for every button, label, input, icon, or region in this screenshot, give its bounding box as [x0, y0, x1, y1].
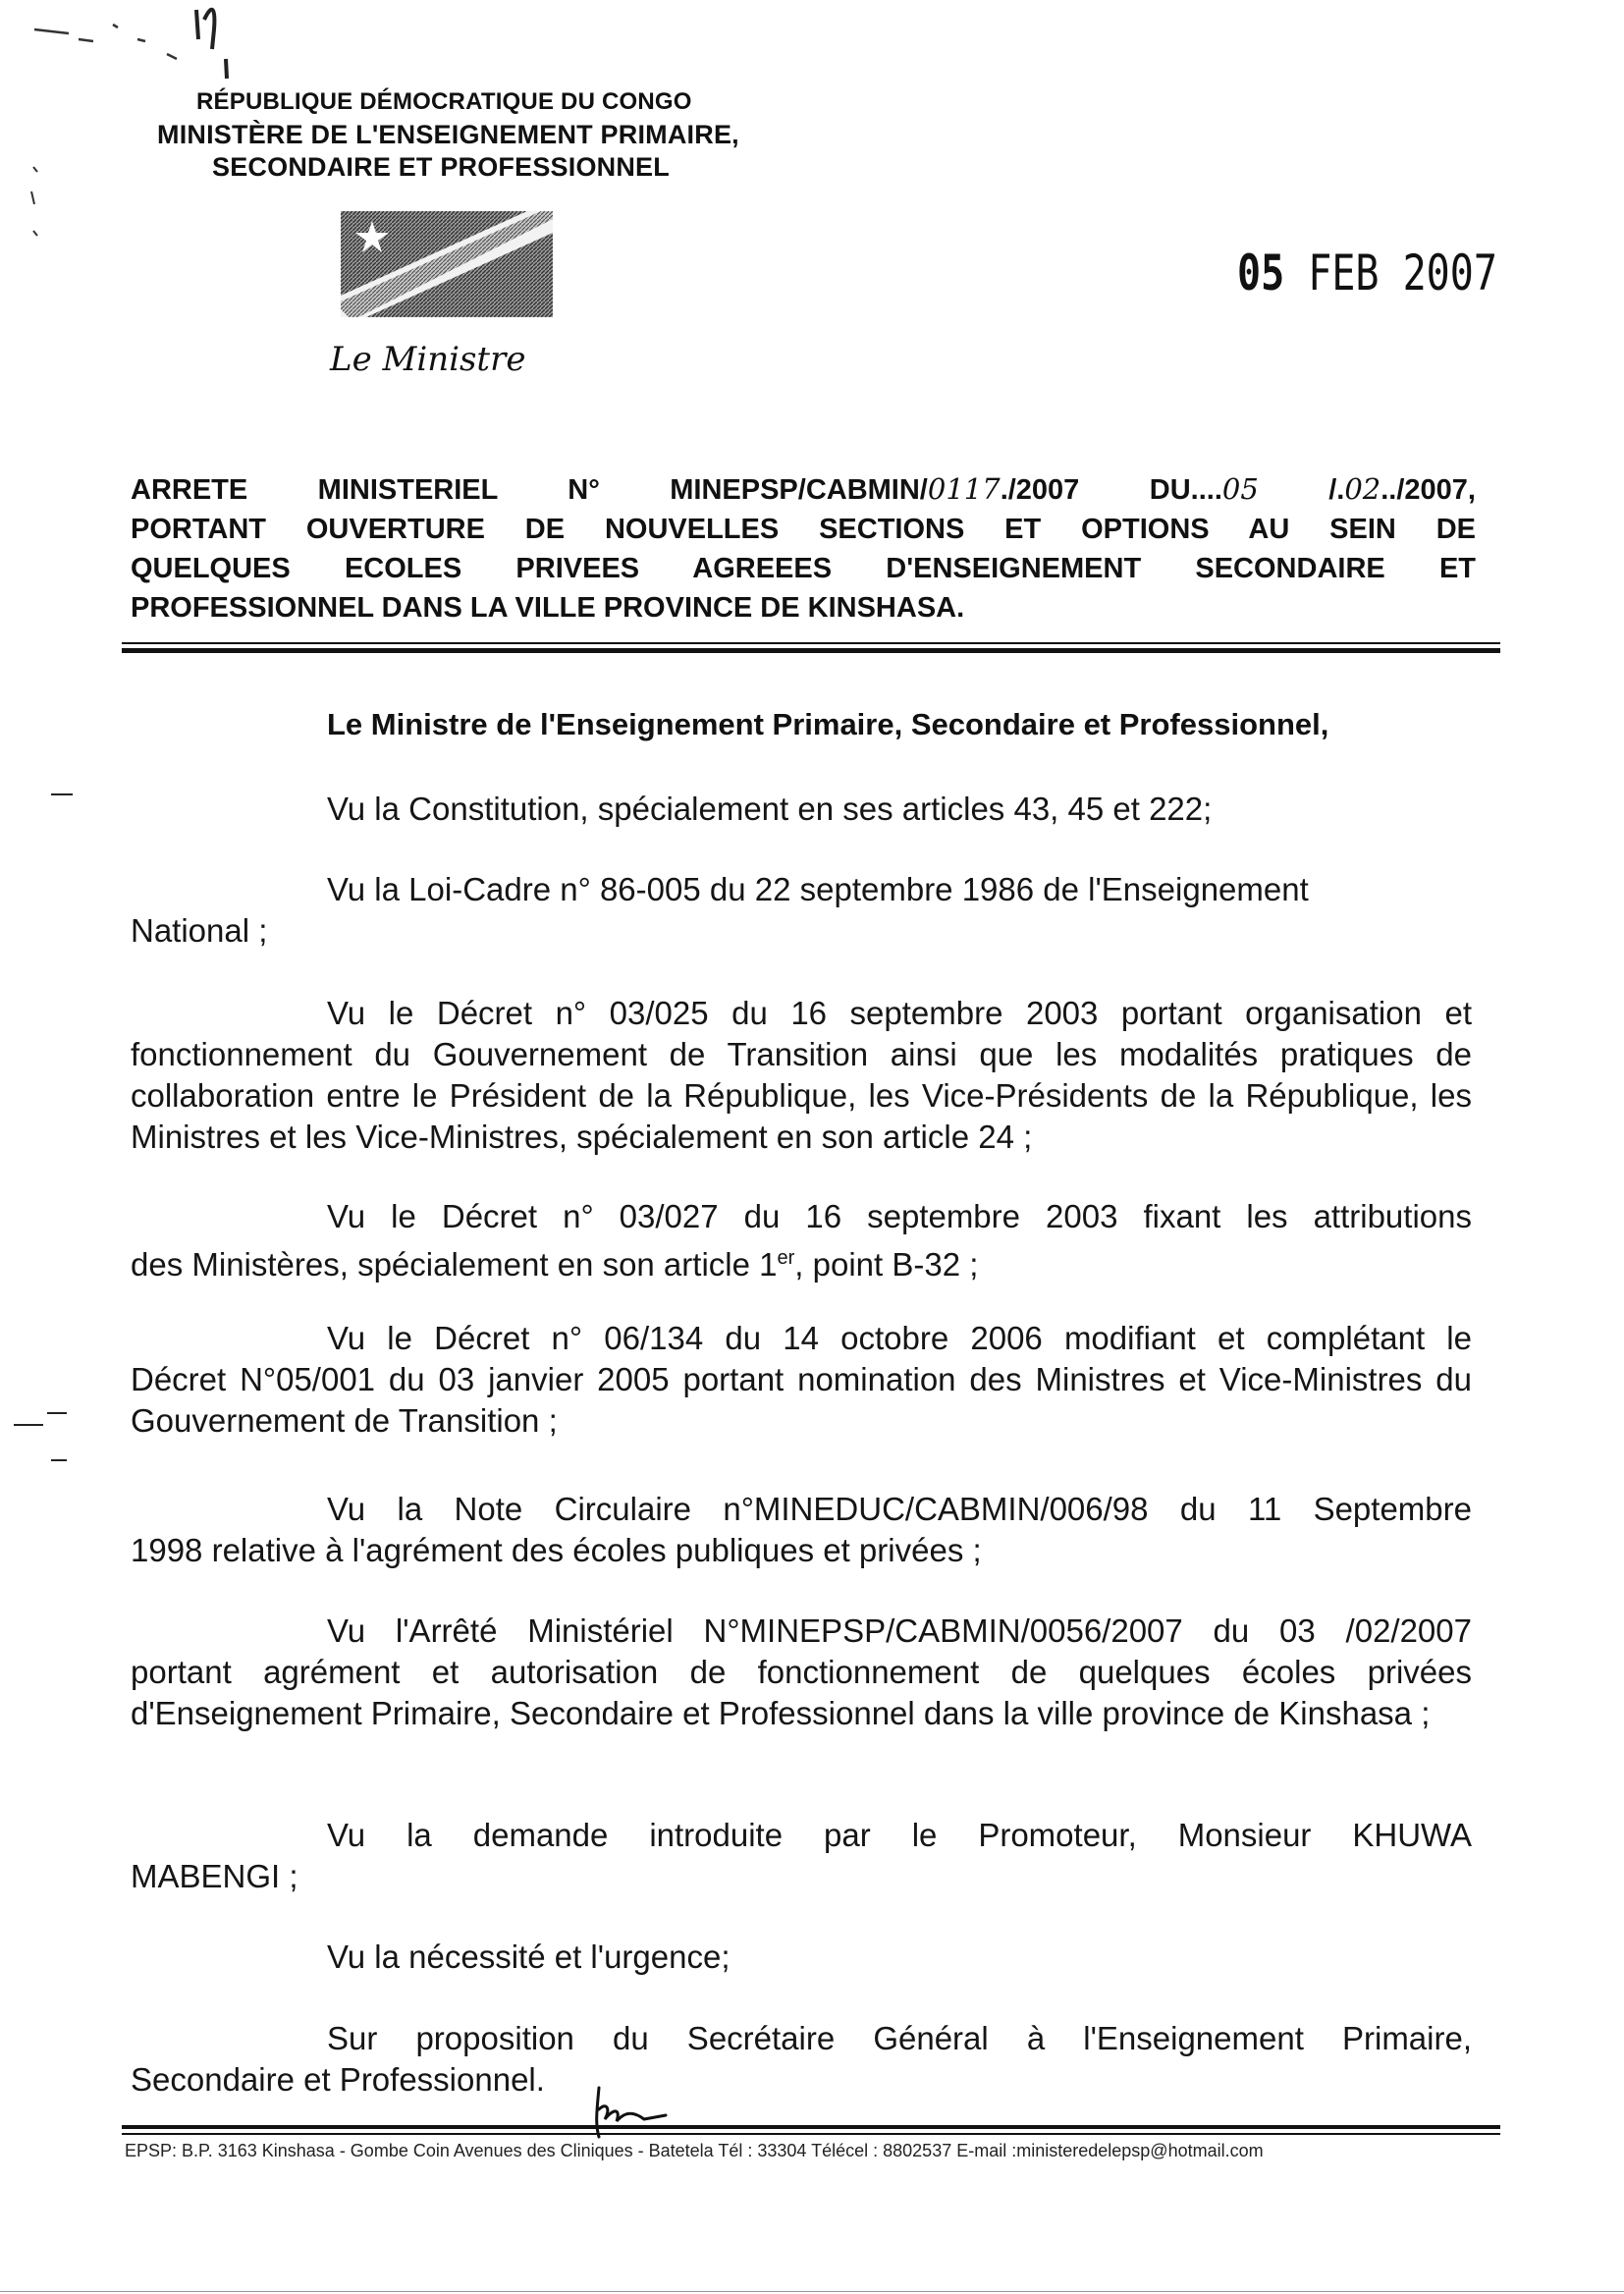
vu-decret-06-134 — [131, 1318, 1472, 1442]
title-rule-thick — [122, 648, 1500, 653]
footer-rule-thick — [122, 2125, 1500, 2129]
vu-loi-cadre: Vu la Loi-Cadre n° 86-005 du 22 septembre 1986 de l'Enseignement — [327, 871, 1309, 907]
header-republic: RÉPUBLIQUE DÉMOCRATIQUE DU CONGO — [196, 88, 692, 115]
vu-note-circulaire — [131, 1489, 1472, 1571]
arrete-year: ./2007 DU.... — [1000, 474, 1222, 506]
arrete-title-line2: PORTANT OUVERTURE DE NOUVELLES SECTIONS ET OPTIONS AU SEIN DE — [131, 514, 1476, 545]
scan-margin-mark — [51, 793, 73, 795]
vu-decret-03-027-rest-a: des Ministères, spécialement en son article 1 — [131, 1246, 778, 1283]
arrete-title-line1 — [131, 469, 1476, 510]
title-rule-thin — [122, 642, 1500, 644]
date-year: ../2007, — [1380, 474, 1476, 506]
sur-proposition-rest: Secondaire et Professionnel. — [131, 2061, 545, 2098]
scan-margin-mark — [51, 1459, 67, 1461]
vu-note-circulaire-first: Vu la Note Circulaire n°MINEDUC/CABMIN/006/98 du 11 Septembre — [327, 1491, 1472, 1527]
vu-demande-rest: MABENGI ; — [131, 1858, 298, 1894]
vu-demande — [131, 1815, 1472, 1897]
footer-contact: EPSP: B.P. 3163 Kinshasa - Gombe Coin Avenues des Cliniques - Batetela Tél : 33304 Télécel : 8802537 E-mail :ministeredelepsp@hotmail.com — [125, 2141, 1264, 2160]
vu-decret-03-025-rest: fonctionnement du Gouvernement de Transition ainsi que les modalités pratiques de collaboration entre le Président de la République, les Vice-Présidents de la République, les Ministres et les Vice-Ministres, spécialement en son article 24 ; — [131, 1036, 1472, 1155]
handwritten-initials-signature — [587, 2080, 676, 2149]
vu-necessite: Vu la nécessité et l'urgence; — [327, 1939, 731, 1975]
vu-decret-03-025-first: Vu le Décret n° 03/025 du 16 septembre 2003 portant organisation et — [327, 995, 1472, 1031]
scan-margin-mark — [14, 1424, 43, 1426]
arrete-prefix: ARRETE MINISTERIEL N° MINEPSP/CABMIN/ — [131, 474, 928, 506]
scan-bottom-edge — [0, 2291, 1624, 2292]
date-separator: /. — [1258, 474, 1345, 506]
vu-arrete-0056 — [131, 1611, 1472, 1734]
vu-note-circulaire-rest: 1998 relative à l'agrément des écoles publiques et privées ; — [131, 1532, 982, 1568]
sur-proposition — [131, 2018, 1472, 2101]
vu-decret-03-027-sup: er — [777, 1247, 795, 1269]
vu-decret-03-025 — [131, 993, 1472, 1158]
vu-arrete-0056-first: Vu l'Arrêté Ministériel N°MINEPSP/CABMIN/0056/2007 du 03 /02/2007 — [327, 1612, 1472, 1649]
vu-decret-06-134-first: Vu le Décret n° 06/134 du 14 octobre 2006 modifiant et complétant le — [327, 1320, 1472, 1356]
vu-decret-03-027-first: Vu le Décret n° 03/027 du 16 septembre 2003 fixant les attributions — [327, 1198, 1472, 1234]
date-day-handwritten: 05 — [1221, 472, 1259, 506]
vu-arrete-0056-rest: portant agrément et autorisation de fonctionnement de quelques écoles privées d'Enseignement Primaire, Secondaire et Professionnel dans la ville province de Kinshasa ; — [131, 1654, 1472, 1731]
signatory-title: Le Ministre — [330, 340, 526, 379]
header-ministry-cont: SECONDAIRE ET PROFESSIONNEL — [212, 152, 670, 182]
date-month-handwritten: 02 — [1344, 472, 1381, 506]
ministre-heading: Le Ministre de l'Enseignement Primaire, Secondaire et Professionnel, — [327, 707, 1329, 741]
vu-decret-03-027-rest-b: , point B-32 ; — [794, 1246, 979, 1283]
header-ministry: MINISTÈRE DE L'ENSEIGNEMENT PRIMAIRE, — [157, 120, 739, 149]
vu-constitution: Vu la Constitution, spécialement en ses articles 43, 45 et 222; — [327, 791, 1213, 827]
arrete-number-handwritten: 0117 — [927, 472, 1001, 506]
scan-margin-mark — [47, 1412, 67, 1414]
footer-rule-thin — [122, 2133, 1500, 2135]
vu-demande-first: Vu la demande introduite par le Promoteur, Monsieur KHUWA — [327, 1817, 1472, 1853]
arrete-title-line3: QUELQUES ECOLES PRIVEES AGREEES D'ENSEIGNEMENT SECONDAIRE ET — [131, 553, 1476, 584]
vu-decret-03-027 — [131, 1196, 1472, 1285]
arrete-title — [131, 469, 1476, 628]
vu-decret-06-134-rest: Décret N°05/001 du 03 janvier 2005 portant nomination des Ministres et Vice-Ministres du Gouvernement de Transition ; — [131, 1361, 1472, 1439]
stamp-day: 05 — [1237, 246, 1285, 302]
date-stamp — [1237, 246, 1497, 302]
drc-flag-emblem — [341, 211, 553, 317]
stamp-month-year: FEB 2007 — [1308, 246, 1497, 302]
vu-loi-cadre-cont: National ; — [131, 912, 268, 949]
sur-proposition-first: Sur proposition du Secrétaire Général à l'Enseignement Primaire, — [327, 2020, 1472, 2056]
arrete-title-line4: PROFESSIONNEL DANS LA VILLE PROVINCE DE KINSHASA. — [131, 592, 965, 624]
